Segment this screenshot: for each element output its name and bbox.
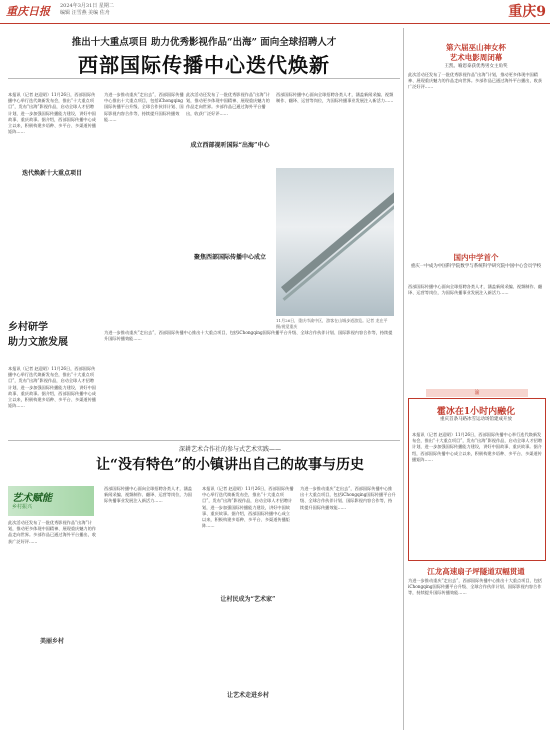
photo-stairway bbox=[276, 168, 394, 316]
newspaper-logo: 重庆日报 bbox=[6, 5, 50, 18]
feature-body: 本报讯（记者 赵迎昭）11月26日，西部国际传播中心举行迭代焕新发布会，推出“十大重点项目”，发布“出海”影视作品，启动全球人才招聘计划，进一步加强国际传播能力建设，讲好中国故事、重庆故事。据介绍，西部国际传播中心成立以来，积极构建多语种、多平台、多渠道传播矩阵…… bbox=[8, 366, 96, 409]
feature-rural-study bbox=[8, 318, 98, 364]
right-story1-title2: 艺术电影周闭幕 bbox=[449, 53, 503, 62]
right-story3-title: 江龙高速扇子坪隧道双幅贯通 bbox=[427, 567, 525, 576]
headline-divider bbox=[8, 78, 400, 79]
section2-subhead-1: 美丽乡村 bbox=[39, 638, 64, 645]
box-tag: 渝 bbox=[426, 389, 528, 397]
photo-caption: 11月26日，重庆市渝中区，游客在山城步道游览。记者 龙在平 摄/视觉重庆 bbox=[276, 318, 388, 329]
section2-column-3: 本报讯（记者 赵迎昭）11月26日，西部国际传播中心举行迭代焕新发布会，推出“十大重点项目”，发布“出海”影视作品，启动全球人才招聘计划，进一步加强国际传播能力建设，讲好中国故事、重庆故事。据介绍，西部国际传播中心成立以来，积极构建多语种、多平台、多渠道传播矩阵…… bbox=[202, 486, 294, 529]
lead-column-3: 此次活动还发布了一批优秀影视作品“出海”计划，推动更多体现中国精神、展现重庆魅力的作品走向世界。多部作品已通过海外平台播出，收获广泛好评…… bbox=[186, 92, 270, 116]
masthead bbox=[0, 0, 550, 24]
right-story2-body: 西部国际传播中心面向全球招聘各类人才，涵盖新闻采编、视频制作、翻译、运营等岗位，为国际传播事业发展注入新活力…… bbox=[408, 284, 543, 296]
subhead-1: 迭代焕新十大重点项目 bbox=[21, 170, 82, 177]
box-body: 本报讯（记者 赵迎昭）11月26日，西部国际传播中心举行迭代焕新发布会，推出“十大重点项目”，发布“出海”影视作品，启动全球人才招聘计划，进一步加强国际传播能力建设，讲好中国故事、重庆故事。据介绍，西部国际传播中心成立以来，积极构建多语种、多平台、多渠道传播矩阵…… bbox=[412, 432, 542, 462]
right-story1-title: 第六届巫山神女杯 bbox=[446, 43, 506, 52]
column-rule bbox=[403, 28, 404, 730]
right-story2-subtitle: 重庆一中成为中国科学院数学与系统科学研究院中国中心会员学校 bbox=[410, 264, 542, 269]
page-name: 重庆9 bbox=[508, 4, 546, 20]
feature-subtitle: 助力文旅发展 bbox=[8, 337, 68, 348]
lead-column-1: 本报讯（记者 赵迎昭）11月26日，西部国际传播中心举行迭代焕新发布会，推出“十大重点项目”，发布“出海”影视作品，启动全球人才招聘计划，进一步加强国际传播能力建设，讲好中国故事、重庆故事。据介绍，西部国际传播中心成立以来，积极构建多语种、多平台、多渠道传播矩阵…… bbox=[8, 92, 96, 135]
box-title: 霍冰在1小时内融化 bbox=[436, 407, 516, 417]
section2-kicker: 深耕艺术合作社的参与式艺术实践—— bbox=[178, 446, 281, 453]
lead-column-4: 西部国际传播中心面向全球招聘各类人才，涵盖新闻采编、视频制作、翻译、运营等岗位，为国际传播事业发展注入新活力…… bbox=[276, 92, 394, 104]
section-divider bbox=[8, 440, 400, 441]
section2-subhead-3: 让艺术走进乡村 bbox=[226, 692, 269, 699]
feature-title: 乡村研学 bbox=[8, 322, 48, 333]
lead-kicker: 推出十大重点项目 助力优秀影视作品“出海” 面向全球招聘人才 bbox=[71, 37, 337, 48]
box-subtitle: 重庆首条马路冰雪运动场馆建成开放 bbox=[440, 417, 512, 422]
subhead-4: 聚焦西部国际传播中心成立 bbox=[193, 254, 266, 261]
section2-column-1: 此次活动还发布了一批优秀影视作品“出海”计划，推动更多体现中国精神、展现重庆魅力的作品走向世界。多部作品已通过海外平台播出，收获广泛好评…… bbox=[8, 520, 96, 544]
art-banner bbox=[8, 486, 94, 516]
subhead-2: 成立西部视听国际“出海”中心 bbox=[190, 142, 270, 149]
publication-date: 2024年3月31日 星期二 编辑 汪雪燕 美编 佐舟 bbox=[60, 3, 114, 16]
right-story2-title: 国内中学首个 bbox=[453, 253, 499, 262]
right-story1-subtitle: 王凯、喻恩泰获优秀男女主角奖 bbox=[444, 64, 508, 69]
section2-headline: 让“没有特色”的小镇讲出自己的故事与历史 bbox=[95, 457, 365, 473]
section2-column-2: 西部国际传播中心面向全球招聘各类人才，涵盖新闻采编、视频制作、翻译、运营等岗位，为国际传播事业发展注入新活力…… bbox=[104, 486, 192, 504]
right-story3-body: 为进一步推动重庆“走出去”，西部国际传播中心推出十大重点项目，包括iChongqing国际传播平台升级、全球合作伙伴计划、国际影视内容合作等，持续提升国际传播效能…… bbox=[408, 578, 543, 596]
section2-column-4: 为进一步推动重庆“走出去”，西部国际传播中心推出十大重点项目，包括iChongqing国际传播平台升级、全球合作伙伴计划、国际影视内容合作等，持续提升国际传播效能…… bbox=[300, 486, 396, 510]
lead-continued: 为进一步推动重庆“走出去”，西部国际传播中心推出十大重点项目，包括iChongqing国际传播平台升级、全球合作伙伴计划、国际影视内容合作等，持续提升国际传播效能…… bbox=[104, 330, 393, 342]
banner-subtitle: 乡村振兴 bbox=[12, 504, 33, 510]
lead-headline: 西部国际传播中心迭代焕新 bbox=[78, 53, 330, 77]
banner-title: 艺术赋能 bbox=[12, 493, 52, 504]
section2-subhead-2: 让村民成为“艺术家” bbox=[220, 596, 276, 603]
lead-column-2: 为进一步推动重庆“走出去”，西部国际传播中心推出十大重点项目，包括iChongqing国际传播平台升级、全球合作伙伴计划、国际影视内容合作等，持续提升国际传播效能…… bbox=[104, 92, 184, 122]
right-story1-body: 此次活动还发布了一批优秀影视作品“出海”计划，推动更多体现中国精神、展现重庆魅力的作品走向世界。多部作品已通过海外平台播出，收获广泛好评…… bbox=[408, 72, 543, 90]
